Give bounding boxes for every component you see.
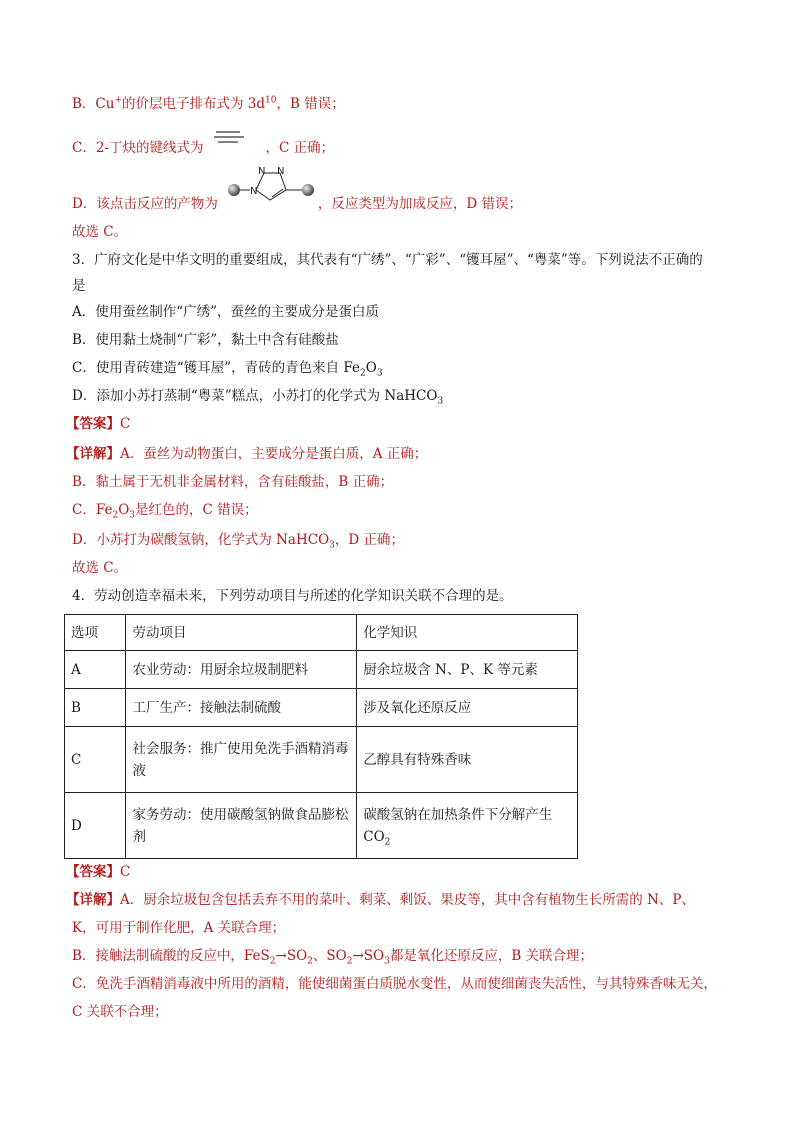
q4-stem: 4．劳动创造幸福未来，下列劳动项目与所述的化学知识关联不合理的是。: [72, 588, 513, 604]
butyne-skeletal-formula-image: [212, 128, 248, 146]
triazole-n1-label: N: [250, 186, 258, 197]
q3-option-b: B．使用黏土烧制“广彩”，黏土中含有硅酸盐: [72, 332, 339, 348]
q3-detail-a: 【详解】A．蚕丝为动物蛋白，主要成分是蛋白质，A 正确；: [66, 446, 428, 462]
q2-option-c-explain: C．2-丁炔的键线式为 ，C 正确；: [72, 140, 335, 156]
q3-conclusion: 故选 C。: [72, 560, 128, 576]
header-labor-item: 劳动项目: [126, 615, 357, 651]
q2-option-b-explain: B．Cu+的价层电子排布式为 $3d^{10}$，B 错误；: [72, 95, 345, 112]
row-b-item: 工厂生产：接触法制硫酸: [126, 689, 357, 727]
row-c-knowledge: 乙醇具有特殊香味: [357, 727, 578, 793]
row-a-knowledge: 厨余垃圾含 N、P、K 等元素: [357, 651, 578, 689]
row-d-option: D: [65, 793, 126, 859]
q3-stem-line1: 3．广府文化是中华文明的重要组成，其代表有“广绣”、“广彩”、“镬耳屋”、“粤菜”等。下列说法不正确的: [72, 252, 703, 268]
q3-option-d: D．添加小苏打蒸制“粤菜”糕点，小苏打的化学式为 NaHCO$_3$: [72, 388, 444, 407]
q4-detail-c-line2: C 关联不合理；: [72, 1004, 168, 1020]
table-row: [65, 651, 578, 689]
row-b-option: B: [65, 689, 126, 727]
header-option: 选项: [65, 615, 126, 651]
row-c-option: C: [65, 727, 126, 793]
row-b-knowledge: 涉及氧化还原反应: [357, 689, 578, 727]
q4-answer: 【答案】C: [66, 864, 131, 880]
table-row: [65, 793, 578, 859]
q3-detail-c: C．$Fe_2O_3$是红色的，C 错误；: [72, 502, 258, 521]
triazole-n3-label: N: [277, 166, 285, 177]
q2-conclusion: 故选 C。: [72, 224, 128, 240]
triazole-product-image: [224, 160, 320, 208]
row-d-item: 家务劳动：使用碳酸氢钠做食品膨松剂: [126, 793, 357, 859]
q3-answer: 【答案】C: [66, 416, 131, 432]
row-a-option: A: [65, 651, 126, 689]
row-c-item: 社会服务：推广使用免洗手酒精消毒液: [126, 727, 357, 793]
q4-detail-a-line2: K，可用于制作化肥，A 关联合理；: [72, 920, 286, 936]
table-header-row: [65, 615, 578, 651]
q4-detail-a-line1: 【详解】A．厨余垃圾包含包括丢弃不用的菜叶、剩菜、剩饭、果皮等，其中含有植物生长所需的 N、P、: [66, 892, 695, 908]
q3-stem-line2: 是: [72, 278, 86, 294]
triazole-n2-label: N: [258, 166, 266, 177]
q3-detail-d: D．小苏打为碳酸氢钠，化学式为 NaHCO$_3$，D 正确；: [72, 532, 405, 551]
q4-detail-b: B．接触法制硫酸的反应中，$FeS_2\to SO_2$、$SO_2\to SO_3$都是氧化还原反应，B 关联合理；: [72, 948, 594, 967]
q4-table: [64, 614, 578, 859]
q3-option-a: A．使用蚕丝制作“广绣”，蚕丝的主要成分是蛋白质: [72, 304, 380, 320]
q3-detail-b: B．黏土属于无机非金属材料，含有硅酸盐，B 正确；: [72, 474, 394, 490]
row-a-item: 农业劳动：用厨余垃圾制肥料: [126, 651, 357, 689]
row-d-knowledge: 碳酸氢钠在加热条件下分解产生 $CO_2$: [357, 793, 578, 859]
table-row: [65, 727, 578, 793]
q2-option-d-explain: D．该点击反应的产物为 ，反应类型为加成反应，D 错误；: [72, 196, 522, 212]
table-row: [65, 689, 578, 727]
q4-detail-c-line1: C．免洗手酒精消毒液中所用的酒精，能使细菌蛋白质脱水变性，从而使细菌丧失活性，与其特殊香味无关，: [72, 976, 717, 992]
header-chem-knowledge: 化学知识: [357, 615, 578, 651]
q3-option-c: C．使用青砖建造“镬耳屋”，青砖的青色来自 $Fe_2O_3$: [72, 360, 383, 379]
